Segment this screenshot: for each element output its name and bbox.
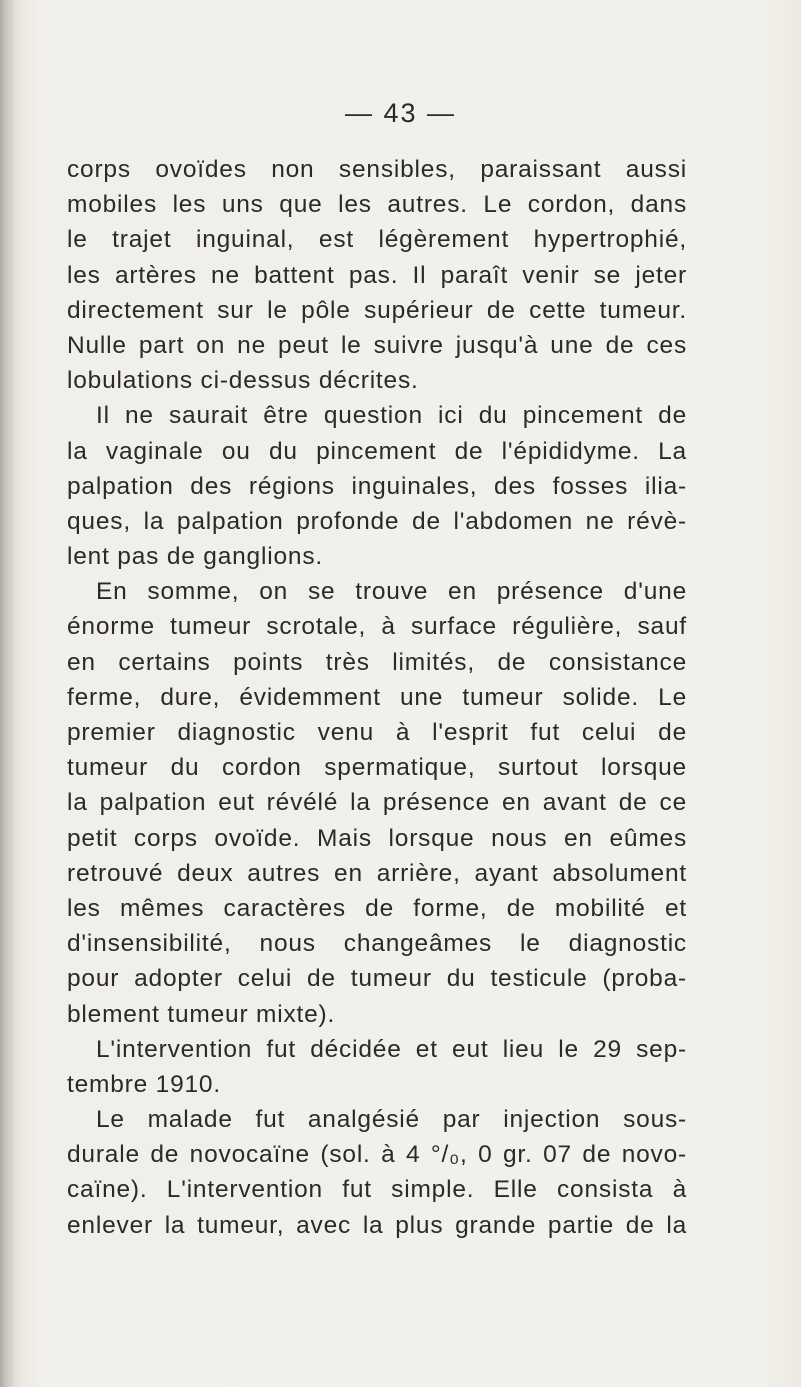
text-line: énorme tumeur scrotale, à surface régulière, sauf [67,613,687,641]
text-line: d'insensibilité, nous changeâmes le diagnostic [67,930,687,958]
text-line: Le malade fut analgésié par injection sous- [96,1106,687,1134]
text-line: ques, la palpation profonde de l'abdomen ne révè- [67,507,687,535]
text-line: directement sur le pôle supérieur de cette tumeur. [67,296,687,324]
text-line: tembre 1910. [67,1070,221,1098]
text-line: En somme, on se trouve en présence d'une [96,578,687,606]
text-line: premier diagnostic venu à l'esprit fut celui de [67,719,687,746]
text-line: tumeur du cordon spermatique, surtout lorsque [67,754,687,782]
text-line: palpation des régions inguinales, des fosses ilia- [67,472,687,500]
text-line: Nulle part on ne peut le suivre jusqu'à une de ces [67,331,687,359]
text-line: durale de novocaïne (sol. à 4 °/₀, 0 gr. 07 de novo- [67,1141,687,1169]
text-line: la vaginale ou du pincement de l'épididyme. La [67,437,687,465]
text-line: petit corps ovoïde. Mais lorsque nous en eûmes [67,824,687,852]
text-line: blement tumeur mixte). [67,1000,336,1028]
text-line: corps ovoïdes non sensibles, paraissant aussi [67,156,687,183]
text-line: Il ne saurait être question ici du pincement de [96,402,687,430]
text-line: ferme, dure, évidemment une tumeur solide. Le [67,683,687,711]
text-line: la palpation eut révélé la présence en avant de ce [67,789,687,817]
text-line: pour adopter celui de tumeur du testicule (proba- [67,965,687,993]
text-line: le trajet inguinal, est légèrement hypertrophié, [67,226,687,254]
text-line: caïne). L'intervention fut simple. Elle consista à [67,1176,687,1204]
text-line: les artères ne battent pas. Il paraît venir se jeter [67,261,687,289]
binding-shadow [0,0,14,1387]
text-line: mobiles les uns que les autres. Le cordon, dans [67,191,687,219]
text-line: en certains points très limités, de consistance [67,648,687,676]
text-line: L'intervention fut décidée et eut lieu le 29 sep- [96,1035,687,1063]
body-text [67,152,687,1243]
text-line: lobulations ci-dessus décrites. [67,367,419,395]
page-number: — 43 — [344,98,457,128]
text-line: retrouvé deux autres en arrière, ayant absolument [67,859,687,887]
text-line: lent pas de ganglions. [67,543,323,571]
text-line: enlever la tumeur, avec la plus grande partie de la [67,1211,687,1239]
text-line: les mêmes caractères de forme, de mobilité et [67,894,687,922]
